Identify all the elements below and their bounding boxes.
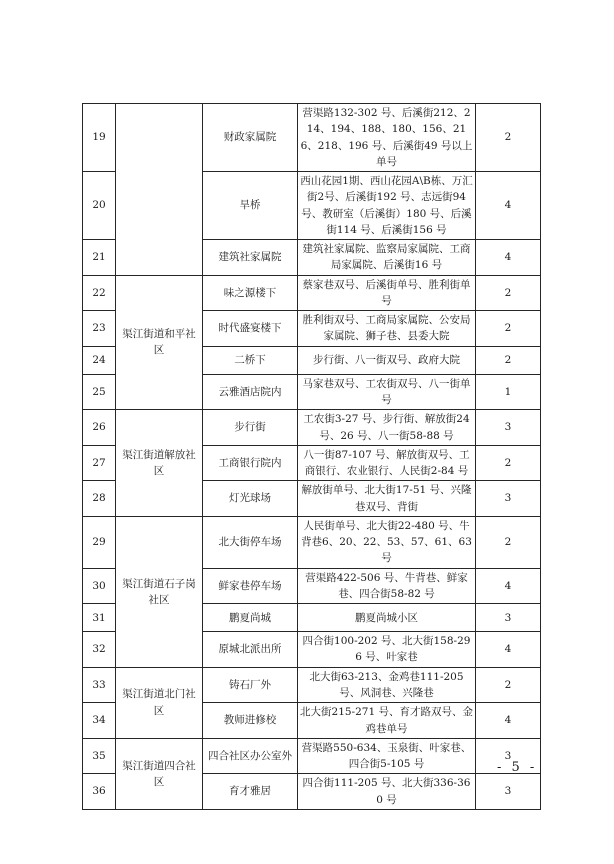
site-cell: 鹏夏尚城 bbox=[203, 604, 298, 632]
count-cell: 4 bbox=[476, 568, 541, 604]
community-polling-table bbox=[82, 103, 541, 810]
address-cell: 步行街、八一街双号、政府大院 bbox=[298, 346, 476, 374]
count-cell: 2 bbox=[476, 275, 541, 311]
community-cell: 渠江街道和平社区 bbox=[116, 275, 203, 410]
row-number-cell: 36 bbox=[83, 774, 116, 810]
address-cell: 西山花园1期、西山花园A\B栋、万汇街2号、后溪街192 号、志远街94 号、教研室（后溪街）180 号、后溪街114 号、后溪街156 号 bbox=[298, 172, 476, 240]
community-cell bbox=[116, 104, 203, 276]
site-cell: 二桥下 bbox=[203, 346, 298, 374]
community-cell: 渠江街道石子岗社区 bbox=[116, 516, 203, 667]
site-cell: 鲜家巷停车场 bbox=[203, 568, 298, 604]
address-cell: 四合街100-202 号、北大街158-296 号、叶家巷 bbox=[298, 632, 476, 668]
row-number-cell: 22 bbox=[83, 275, 116, 311]
community-cell: 渠江街道解放社区 bbox=[116, 410, 203, 517]
community-cell: 渠江街道北门社区 bbox=[116, 667, 203, 738]
site-cell: 工商银行院内 bbox=[203, 445, 298, 481]
count-cell: 2 bbox=[476, 667, 541, 703]
site-cell: 教师进修校 bbox=[203, 703, 298, 739]
count-cell: 4 bbox=[476, 240, 541, 276]
count-cell: 4 bbox=[476, 632, 541, 668]
address-cell: 鹏夏尚城小区 bbox=[298, 604, 476, 632]
count-cell: 2 bbox=[476, 311, 541, 347]
table-row bbox=[83, 738, 541, 774]
table-row bbox=[83, 104, 541, 172]
row-number-cell: 21 bbox=[83, 240, 116, 276]
count-cell: 3 bbox=[476, 604, 541, 632]
row-number-cell: 33 bbox=[83, 667, 116, 703]
address-cell: 营渠路422-506 号、牛背巷、鲜家巷、四合街58-82 号 bbox=[298, 568, 476, 604]
site-cell: 建筑社家属院 bbox=[203, 240, 298, 276]
address-cell: 八一街87-107 号、解放街双号、工商银行、农业银行、人民街2-84 号 bbox=[298, 445, 476, 481]
address-cell: 工农街3-27 号、步行街、解放街24 号、26 号、八一街58-88 号 bbox=[298, 410, 476, 446]
address-cell: 营渠路132-302 号、后溪街212、214、194、188、180、156、216、218、196 号、后溪街49 号以上单号 bbox=[298, 104, 476, 172]
count-cell: 2 bbox=[476, 104, 541, 172]
count-cell: 2 bbox=[476, 346, 541, 374]
row-number-cell: 25 bbox=[83, 374, 116, 410]
count-cell: 4 bbox=[476, 172, 541, 240]
address-cell: 蔡家巷双号、后溪街单号、胜利街单号 bbox=[298, 275, 476, 311]
table-row bbox=[83, 667, 541, 703]
table-row bbox=[83, 516, 541, 568]
count-cell: 2 bbox=[476, 516, 541, 568]
row-number-cell: 26 bbox=[83, 410, 116, 446]
site-cell: 原城北派出所 bbox=[203, 632, 298, 668]
site-cell: 四合社区办公室外 bbox=[203, 738, 298, 774]
row-number-cell: 32 bbox=[83, 632, 116, 668]
count-cell: 3 bbox=[476, 738, 541, 774]
site-cell: 时代盛宴楼下 bbox=[203, 311, 298, 347]
address-cell: 马家巷双号、工农街双号、八一街单号 bbox=[298, 374, 476, 410]
site-cell: 云雅酒店院内 bbox=[203, 374, 298, 410]
address-cell: 营渠路550-634、玉泉街、叶家巷、四合街5-105 号 bbox=[298, 738, 476, 774]
row-number-cell: 24 bbox=[83, 346, 116, 374]
site-cell: 旱桥 bbox=[203, 172, 298, 240]
site-cell: 铸石厂外 bbox=[203, 667, 298, 703]
row-number-cell: 29 bbox=[83, 516, 116, 568]
row-number-cell: 28 bbox=[83, 481, 116, 517]
count-cell: 1 bbox=[476, 374, 541, 410]
row-number-cell: 23 bbox=[83, 311, 116, 347]
site-cell: 北大街停车场 bbox=[203, 516, 298, 568]
table-row bbox=[83, 275, 541, 311]
row-number-cell: 34 bbox=[83, 703, 116, 739]
row-number-cell: 20 bbox=[83, 172, 116, 240]
address-cell: 四合街111-205 号、北大街336-360 号 bbox=[298, 774, 476, 810]
site-cell: 味之源楼下 bbox=[203, 275, 298, 311]
address-cell: 建筑社家属院、监察局家属院、工商局家属院、后溪街16 号 bbox=[298, 240, 476, 276]
count-cell: 3 bbox=[476, 774, 541, 810]
address-cell: 人民街单号、北大街22-480 号、牛背巷6、20、22、53、57、61、63 号 bbox=[298, 516, 476, 568]
address-cell: 北大街215-271 号、育才路双号、金鸡巷单号 bbox=[298, 703, 476, 739]
count-cell: 3 bbox=[476, 481, 541, 517]
row-number-cell: 19 bbox=[83, 104, 116, 172]
site-cell: 灯光球场 bbox=[203, 481, 298, 517]
address-cell: 解放街单号、北大街17-51 号、兴隆巷双号、背街 bbox=[298, 481, 476, 517]
site-cell: 财政家属院 bbox=[203, 104, 298, 172]
table-row bbox=[83, 410, 541, 446]
row-number-cell: 31 bbox=[83, 604, 116, 632]
row-number-cell: 30 bbox=[83, 568, 116, 604]
site-cell: 步行街 bbox=[203, 410, 298, 446]
count-cell: 2 bbox=[476, 445, 541, 481]
row-number-cell: 27 bbox=[83, 445, 116, 481]
count-cell: 3 bbox=[476, 410, 541, 446]
count-cell: 4 bbox=[476, 703, 541, 739]
page-number: - 5 - bbox=[497, 760, 538, 775]
community-cell: 渠江街道四合社区 bbox=[116, 738, 203, 809]
row-number-cell: 35 bbox=[83, 738, 116, 774]
address-cell: 胜利街双号、工商局家属院、公安局家属院、狮子巷、县委大院 bbox=[298, 311, 476, 347]
site-cell: 育才雅居 bbox=[203, 774, 298, 810]
address-cell: 北大街63-213、金鸡巷111-205 号、风洞巷、兴隆巷 bbox=[298, 667, 476, 703]
